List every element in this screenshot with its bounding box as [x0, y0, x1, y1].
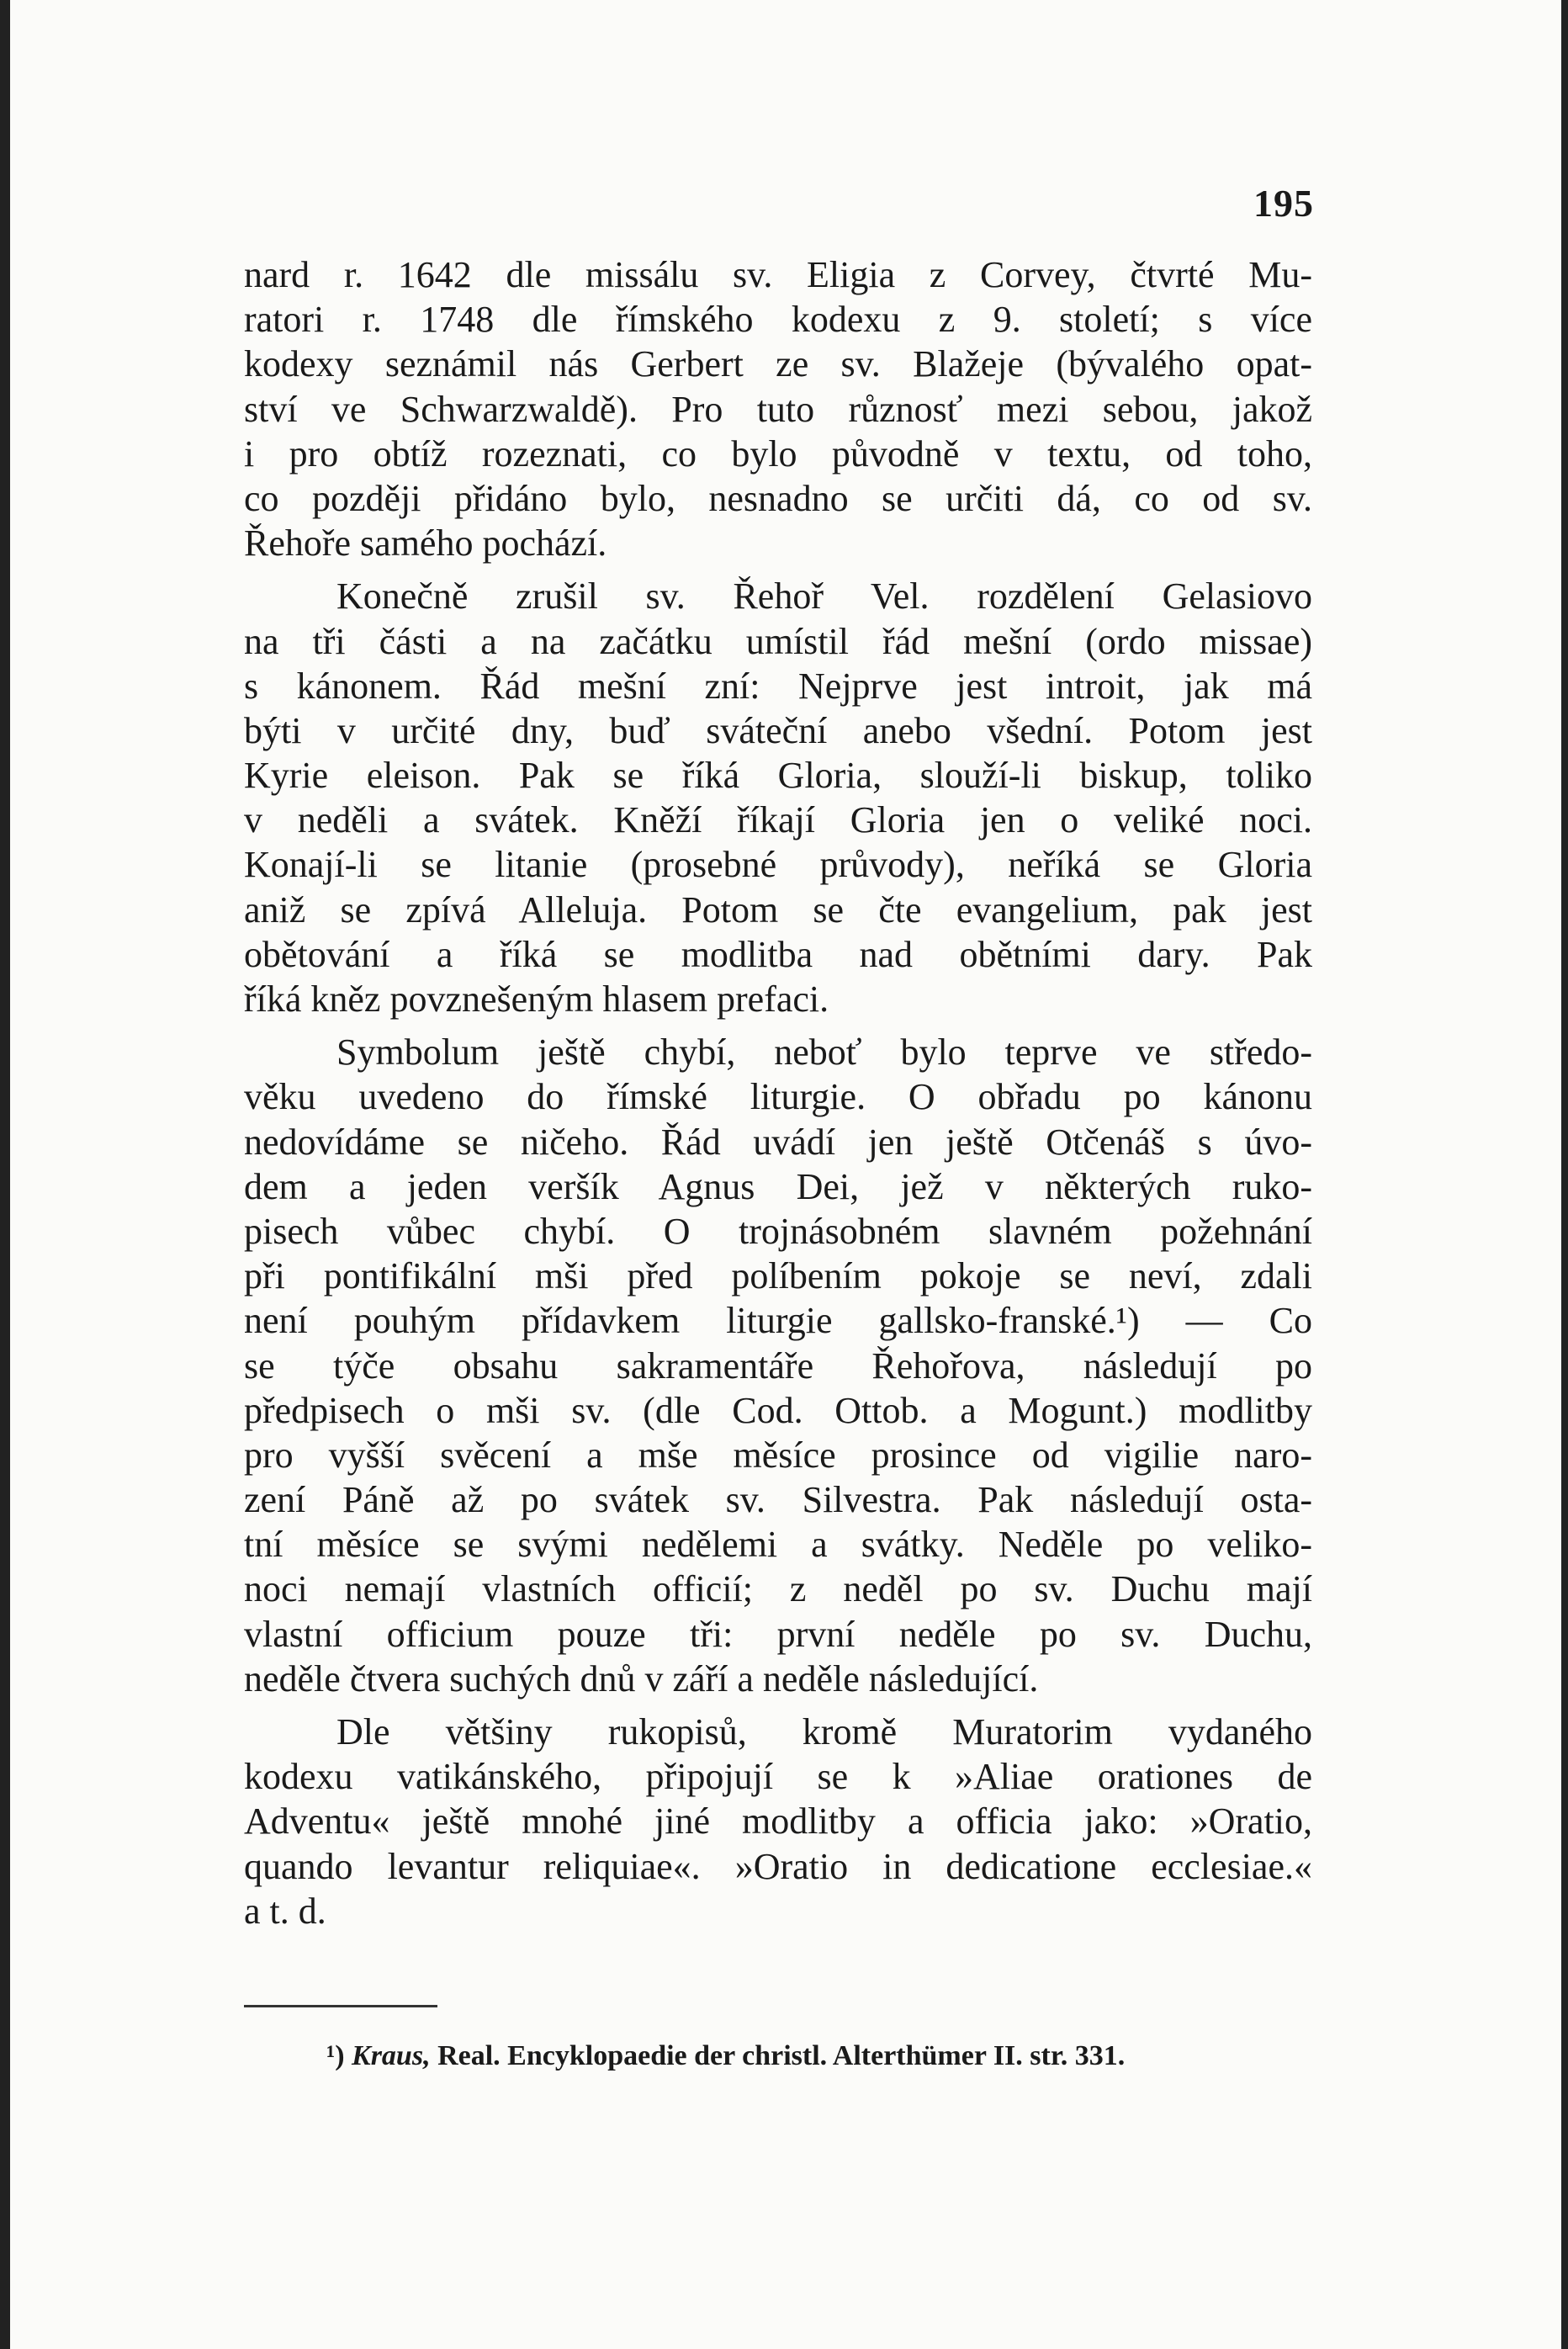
text-line: i pro obtíž rozeznati, co bylo původně v textu, od toho, — [244, 432, 1312, 475]
page-edge-left — [0, 0, 10, 2349]
text-line: pisech vůbec chybí. O trojnásobném slavném požehnání — [244, 1210, 1312, 1252]
text-line: s kánonem. Řád mešní zní: Nejprve jest introit, jak má — [244, 665, 1312, 707]
body-text — [244, 252, 1312, 1933]
footnote-author: Kraus, — [352, 2040, 431, 2071]
paragraph — [244, 574, 1312, 1021]
text-line: kodexu vatikánského, připojují se k »Aliae orationes de — [244, 1756, 1312, 1798]
text-line: kodexy seznámil nás Gerbert ze sv. Blažeje (bývalého opat- — [244, 343, 1312, 385]
paragraph — [244, 1710, 1312, 1933]
text-line: Konají-li se litanie (prosebné průvody), neříká se Gloria — [244, 844, 1312, 886]
text-line: věku uvedeno do římské liturgie. O obřadu po kánonu — [244, 1076, 1312, 1118]
text-line: nedovídáme se ničeho. Řád uvádí jen ještě Otčenáš s úvo- — [244, 1121, 1312, 1163]
page-number: 195 — [1253, 182, 1314, 225]
text-line: býti v určité dny, buď sváteční anebo všední. Potom jest — [244, 709, 1312, 751]
text-line: co později přidáno bylo, nesnadno se určiti dá, co od sv. — [244, 477, 1312, 519]
paragraph — [244, 252, 1312, 565]
text-line: ratori r. 1748 dle římského kodexu z 9. století; s více — [244, 299, 1312, 341]
text-line: ství ve Schwarzwaldě). Pro tuto různosť mezi sebou, jakož — [244, 388, 1312, 430]
text-line: obětování a říká se modlitba nad obětními dary. Pak — [244, 933, 1312, 975]
text-line: noci nemají vlastních officií; z neděl po sv. Duchu mají — [244, 1568, 1312, 1610]
text-line: v neděli a svátek. Kněží říkají Gloria jen o veliké noci. — [244, 799, 1312, 841]
text-line: zení Páně až po svátek sv. Silvestra. Pak následují osta- — [244, 1479, 1312, 1521]
text-line: Řehoře samého pochází. — [244, 522, 607, 565]
text-line: Konečně zrušil sv. Řehoř Vel. rozdělení Gelasiovo — [336, 575, 1312, 618]
page-edge-right — [1561, 0, 1568, 2349]
text-line: při pontifikální mši před políbením pokoje se neví, zdali — [244, 1255, 1312, 1297]
text-line: se týče obsahu sakramentáře Řehořova, následují po — [244, 1344, 1312, 1387]
text-line: a t. d. — [244, 1890, 326, 1932]
footnote — [326, 2040, 1125, 2072]
text-line: dem a jeden veršík Agnus Dei, jež v některých ruko- — [244, 1165, 1312, 1207]
text-line: říká kněz povznešeným hlasem prefaci. — [244, 978, 829, 1020]
text-line: Symbolum ještě chybí, neboť bylo teprve ve středo- — [336, 1031, 1312, 1074]
text-line: tní měsíce se svými nedělemi a svátky. Neděle po veliko- — [244, 1524, 1312, 1566]
footnote-divider — [244, 2005, 437, 2007]
text-line: nard r. 1642 dle missálu sv. Eligia z Corvey, čtvrté Mu- — [244, 254, 1312, 295]
text-line: Adventu« ještě mnohé jiné modlitby a officia jako: »Oratio, — [244, 1800, 1312, 1843]
text-line: není pouhým přídavkem liturgie gallsko-franské.¹) — Co — [244, 1300, 1312, 1342]
footnote-marker: ¹) — [326, 2040, 345, 2071]
text-line: vlastní officium pouze tři: první neděle po sv. Duchu, — [244, 1613, 1312, 1655]
footnote-text: Real. Encyklopaedie der christl. Alterthümer II. str. 331. — [437, 2040, 1126, 2071]
text-line: pro vyšší svěcení a mše měsíce prosince od vigilie naro- — [244, 1434, 1312, 1476]
text-line: Kyrie eleison. Pak se říká Gloria, slouží-li biskup, toliko — [244, 755, 1312, 797]
text-line: aniž se zpívá Alleluja. Potom se čte evangelium, pak jest — [244, 888, 1312, 931]
text-line: quando levantur reliquiae«. »Oratio in dedicatione ecclesiae.« — [244, 1845, 1312, 1887]
text-line: na tři části a na začátku umístil řád mešní (ordo missae) — [244, 620, 1312, 662]
text-line: neděle čtvera suchých dnů v září a neděle následující. — [244, 1657, 1039, 1699]
paragraph — [244, 1030, 1312, 1701]
text-line: předpisech o mši sv. (dle Cod. Ottob. a Mogunt.) modlitby — [244, 1389, 1312, 1431]
text-line: Dle většiny rukopisů, kromě Muratorim vydaného — [336, 1711, 1312, 1752]
